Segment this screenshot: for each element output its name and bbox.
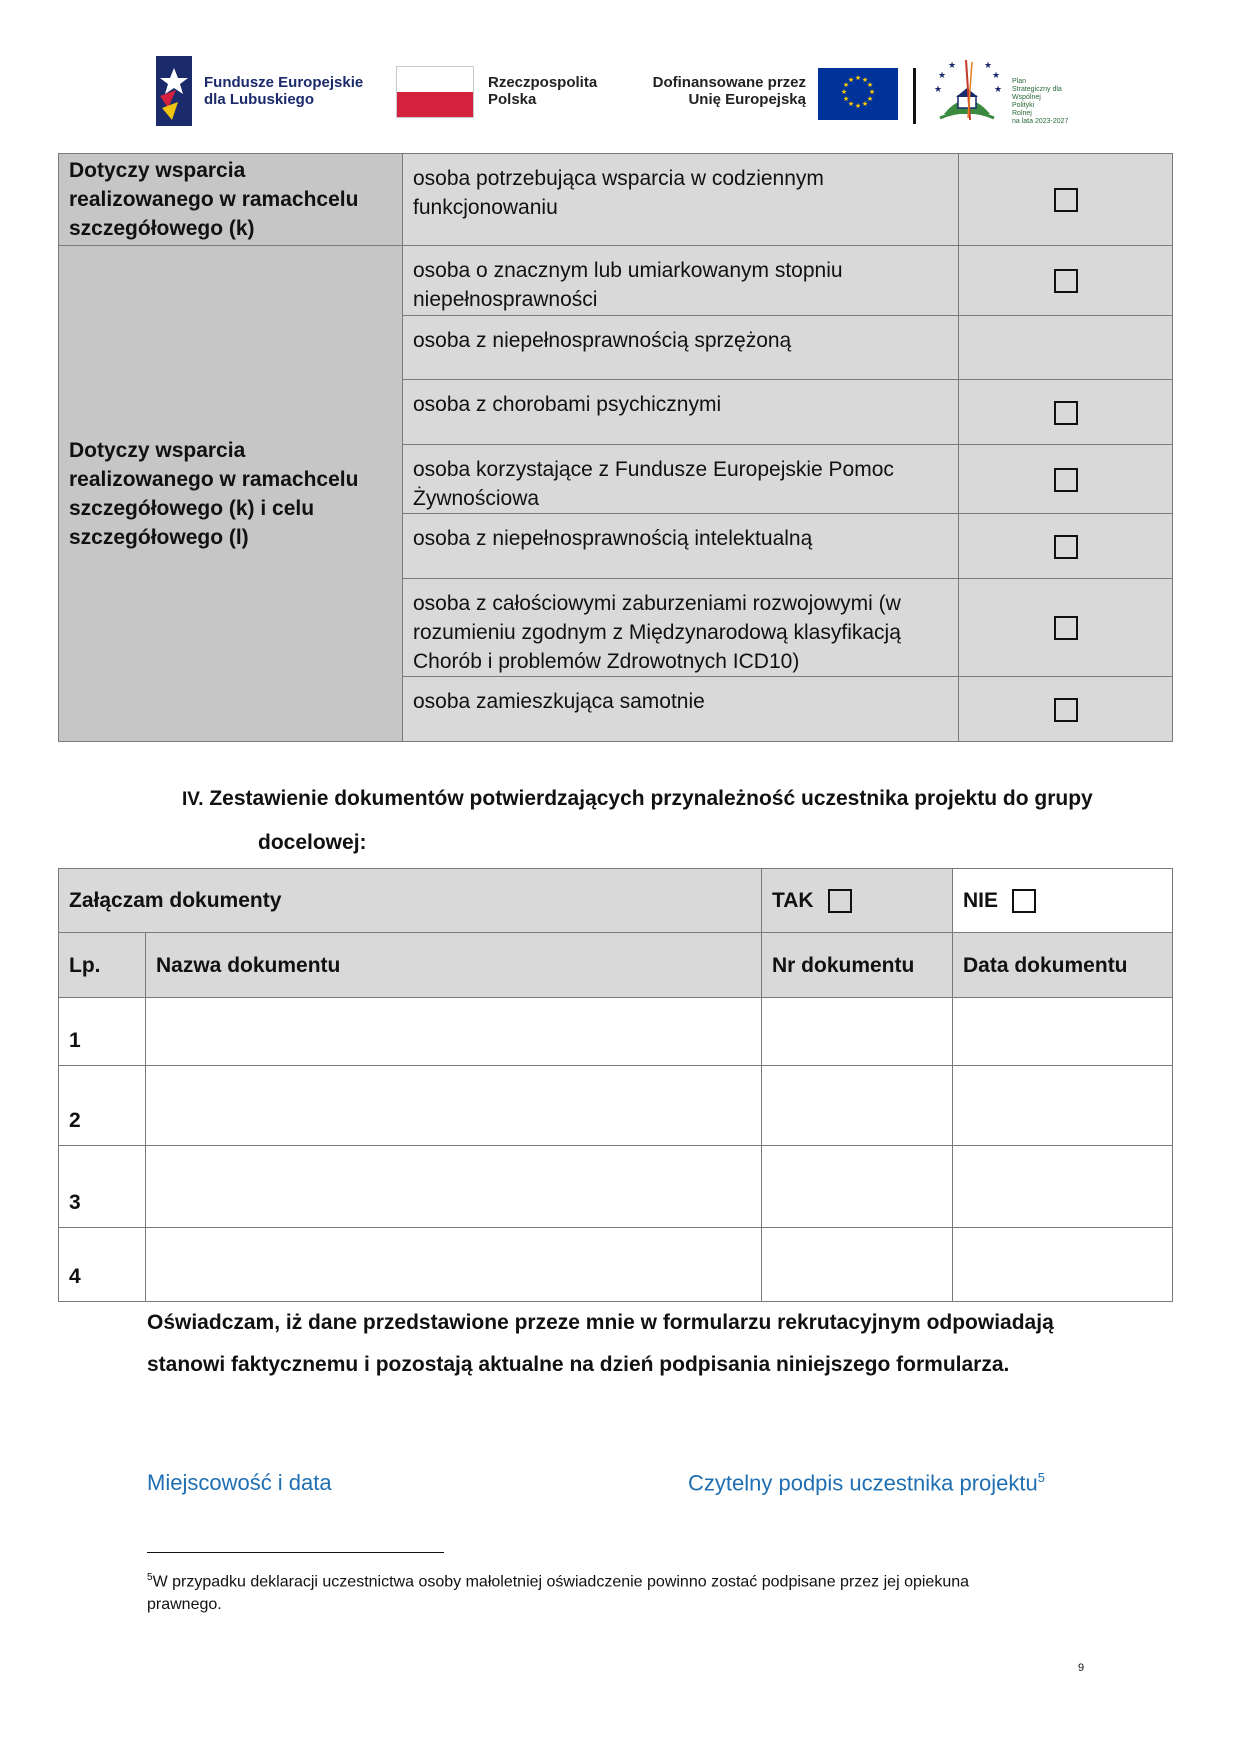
plan-strategiczny-mark-icon [930, 56, 1004, 128]
attach-row [59, 869, 1173, 933]
rp-logo-line2: Polska [488, 91, 537, 108]
checkbox[interactable] [1054, 535, 1078, 559]
checkbox[interactable] [1054, 698, 1078, 722]
checkbox[interactable] [1054, 188, 1078, 212]
document-number-field[interactable] [762, 1146, 953, 1228]
place-date-label: Miejscowość i data [147, 1470, 332, 1495]
section-iv-heading [182, 784, 1112, 854]
page-number: 9 [1078, 1662, 1085, 1674]
row-number: 1 [59, 998, 146, 1066]
no-label: NIE [963, 889, 999, 912]
no-checkbox[interactable] [1012, 889, 1036, 913]
row-number: 2 [59, 1066, 146, 1146]
yes-option-cell [762, 869, 953, 933]
checkbox[interactable] [1054, 269, 1078, 293]
table-row [59, 1146, 1173, 1228]
criterion-checkbox-cell-empty [959, 316, 1173, 380]
eu-funding-logo [638, 68, 898, 124]
svg-text:★: ★ [934, 85, 943, 95]
checkbox[interactable] [1054, 401, 1078, 425]
documents-table [58, 868, 1173, 1302]
row-number: 4 [59, 1228, 146, 1302]
section-title-line2: docelowej: [258, 831, 367, 854]
col-nr-header: Nr dokumentu [762, 933, 953, 998]
header-logos [150, 52, 1100, 132]
criterion-checkbox-cell [959, 579, 1173, 677]
ps-logo-line3: Wspólnej [1012, 94, 1041, 101]
document-name-field[interactable] [146, 1146, 762, 1228]
svg-text:★: ★ [854, 102, 862, 110]
svg-text:★: ★ [840, 88, 848, 96]
svg-text:★: ★ [948, 61, 957, 71]
ps-logo-line1: Plan [1012, 78, 1027, 85]
yes-checkbox[interactable] [828, 889, 852, 913]
svg-text:★: ★ [992, 71, 1001, 81]
criterion-text: osoba zamieszkująca samotnie [403, 677, 959, 742]
no-option-cell [953, 869, 1173, 933]
ps-logo-line4: Polityki [1012, 102, 1035, 109]
criterion-text: osoba o znacznym lub umiarkowanym stopniu niepełnosprawności [403, 246, 959, 316]
col-name-header: Nazwa dokumentu [146, 933, 762, 998]
svg-text:★: ★ [984, 61, 993, 71]
footnote-divider [147, 1552, 444, 1553]
column-header-row [59, 933, 1173, 998]
fe-mark-icon [156, 56, 192, 126]
fundusze-europejskie-logo [156, 56, 366, 126]
declaration-line2: stanowi faktycznemu i pozostają aktualne na dzień podpisania niniejszego formularza. [147, 1353, 1010, 1376]
group-k-label: Dotyczy wsparcia realizowanego w ramachcelu szczegółowego (k) [59, 154, 403, 246]
document-date-field[interactable] [953, 1066, 1173, 1146]
signature-label [688, 1470, 1045, 1496]
checkbox[interactable] [1054, 468, 1078, 492]
rzeczpospolita-logo [396, 66, 616, 122]
svg-text:★: ★ [847, 76, 855, 84]
document-date-field[interactable] [953, 1146, 1173, 1228]
criterion-text: osoba z niepełnosprawnością intelektualną [403, 514, 959, 579]
eu-flag-icon [818, 68, 898, 120]
criterion-checkbox-cell [959, 154, 1173, 246]
polish-flag-icon [396, 66, 474, 118]
ps-logo-line2: Strategiczny dla [1012, 86, 1062, 93]
criterion-text: osoba potrzebująca wsparcia w codziennym funkcjonowaniu [403, 154, 959, 246]
criterion-checkbox-cell [959, 514, 1173, 579]
criterion-checkbox-cell [959, 677, 1173, 742]
col-date-header: Data dokumentu [953, 933, 1173, 998]
plan-strategiczny-logo [930, 56, 1090, 128]
declaration-line1: Oświadczam, iż dane przedstawione przeze mnie w formularzu rekrutacyjnym odpowiadają [147, 1311, 1054, 1334]
criterion-checkbox-cell [959, 246, 1173, 316]
document-name-field[interactable] [146, 998, 762, 1066]
document-number-field[interactable] [762, 1228, 953, 1302]
group-kl-label: Dotyczy wsparcia realizowanego w ramachcelu szczegółowego (k) i celu szczegółowego (l) [59, 246, 403, 742]
criterion-text: osoba z chorobami psychicznymi [403, 380, 959, 445]
fe-logo-line1: Fundusze Europejskie [204, 74, 364, 91]
document-name-field[interactable] [146, 1066, 762, 1146]
checkbox[interactable] [1054, 616, 1078, 640]
document-date-field[interactable] [953, 998, 1173, 1066]
declaration-text [147, 1302, 1087, 1386]
footnote-ref: 5 [1037, 1470, 1045, 1485]
row-number: 3 [59, 1146, 146, 1228]
support-criteria-table [58, 153, 1173, 742]
svg-text:★: ★ [842, 81, 850, 89]
criterion-text: osoba korzystające z Fundusze Europejskie Pomoc Żywnościowa [403, 445, 959, 514]
rp-logo-line1: Rzeczpospolita [488, 74, 598, 91]
svg-text:★: ★ [842, 95, 850, 103]
svg-text:★: ★ [866, 81, 874, 89]
signature-label-text: Czytelny podpis uczestnika projektu [688, 1470, 1038, 1496]
ps-logo-line6: na lata 2023-2027 [1012, 118, 1069, 125]
footnote-number: 5 [147, 1572, 153, 1583]
table-row [59, 154, 1173, 246]
attach-documents-label: Załączam dokumenty [59, 869, 762, 933]
criterion-checkbox-cell [959, 380, 1173, 445]
criterion-text: osoba z całościowymi zaburzeniami rozwojowymi (w rozumieniu zgodnym z Międzynarodową klasyfikacją Chorób i problemów Zdrowotnych ICD10) [403, 579, 959, 677]
svg-text:★: ★ [861, 76, 869, 84]
svg-text:★: ★ [868, 88, 876, 96]
table-row [59, 998, 1173, 1066]
table-row [59, 1066, 1173, 1146]
fe-logo-line2: dla Lubuskiego [204, 91, 315, 108]
table-row [59, 1228, 1173, 1302]
section-roman-numeral: IV. [182, 789, 204, 810]
logo-separator [913, 68, 916, 124]
yes-label: TAK [772, 889, 814, 912]
col-lp-header: Lp. [59, 933, 146, 998]
svg-text:★: ★ [854, 74, 862, 82]
document-date-field[interactable] [953, 1228, 1173, 1302]
eu-logo-line1: Dofinansowane przez [652, 74, 806, 91]
footnote-text: W przypadku deklaracji uczestnictwa osoby małoletniej oświadczenie powinno zostać podpisane przez jej opiekuna prawnego. [147, 1573, 970, 1614]
section-title-line1: Zestawienie dokumentów potwierdzających przynależność uczestnika projektu do grupy [209, 787, 1093, 810]
svg-text:★: ★ [847, 100, 855, 108]
criterion-checkbox-cell [959, 445, 1173, 514]
eu-logo-line2: Unię Europejską [688, 91, 806, 108]
table-row [59, 246, 1173, 316]
criterion-text: osoba z niepełnosprawnością sprzężoną [403, 316, 959, 380]
svg-text:★: ★ [994, 85, 1003, 95]
document-number-field[interactable] [762, 1066, 953, 1146]
svg-text:★: ★ [866, 95, 874, 103]
svg-text:★: ★ [861, 100, 869, 108]
footnote [147, 1566, 1047, 1616]
document-name-field[interactable] [146, 1228, 762, 1302]
svg-text:★: ★ [938, 71, 947, 81]
document-number-field[interactable] [762, 998, 953, 1066]
ps-logo-line5: Rolnej [1012, 110, 1032, 117]
